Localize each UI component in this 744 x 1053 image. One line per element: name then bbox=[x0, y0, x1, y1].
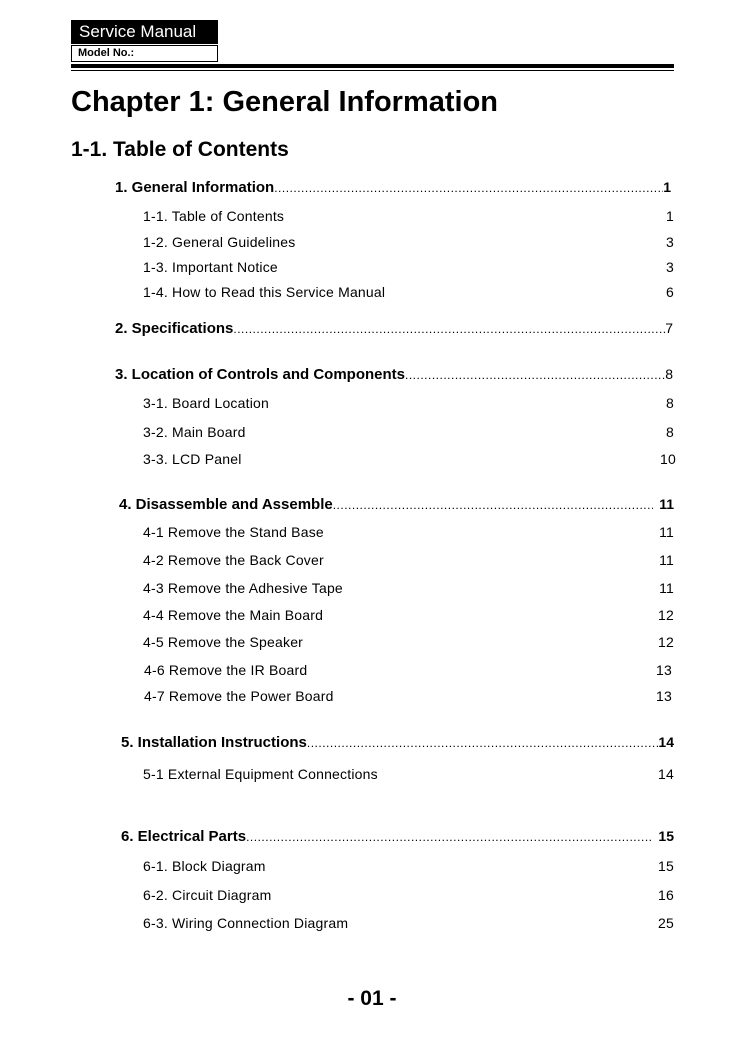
toc-entry-disassemble[interactable] bbox=[119, 496, 674, 513]
section-title: 1-1. Table of Contents bbox=[71, 138, 289, 161]
toc-entry-page: 13 bbox=[656, 662, 672, 678]
toc-entry-label: 3-2. Main Board bbox=[143, 424, 246, 440]
toc-entry-general-guidelines[interactable] bbox=[143, 234, 674, 250]
toc-entry-label: 1. General Information bbox=[115, 179, 275, 196]
toc-entry-main-board[interactable] bbox=[143, 424, 674, 440]
toc-entry-page: 11 bbox=[659, 552, 674, 568]
toc-entry-location-of-controls[interactable] bbox=[115, 366, 673, 383]
toc-entry-board-location[interactable] bbox=[143, 395, 674, 411]
toc-entry-remove-speaker[interactable] bbox=[143, 634, 674, 650]
toc-entry-label: 6-2. Circuit Diagram bbox=[143, 887, 272, 903]
toc-entry-label: 4. Disassemble and Assemble bbox=[119, 496, 333, 513]
toc-leader-dots bbox=[274, 181, 663, 195]
toc-entry-label: 1-2. General Guidelines bbox=[143, 234, 296, 250]
toc-entry-label: 3-1. Board Location bbox=[143, 395, 269, 411]
toc-entry-page: 8 bbox=[666, 424, 674, 440]
toc-leader-dots bbox=[405, 368, 665, 382]
toc-entry-label: 5. Installation Instructions bbox=[121, 734, 307, 751]
toc-entry-label: 3. Location of Controls and Components bbox=[115, 366, 405, 383]
toc-entry-page: 25 bbox=[658, 915, 674, 931]
model-number-box bbox=[71, 44, 218, 62]
toc-entry-label: 4-7 Remove the Power Board bbox=[144, 688, 334, 704]
toc-entry-lcd-panel[interactable] bbox=[143, 451, 676, 467]
toc-entry-important-notice[interactable] bbox=[143, 259, 674, 275]
toc-entry-external-equipment[interactable] bbox=[143, 766, 674, 782]
toc-entry-label: 4-3 Remove the Adhesive Tape bbox=[143, 580, 343, 596]
toc-entry-label: 4-1 Remove the Stand Base bbox=[143, 524, 324, 540]
toc-entry-page: 11 bbox=[659, 524, 674, 540]
header-rule-thin bbox=[71, 70, 674, 71]
toc-entry-page: 12 bbox=[658, 634, 674, 650]
toc-entry-label: 4-2 Remove the Back Cover bbox=[143, 552, 324, 568]
toc-entry-page: 15 bbox=[658, 828, 674, 844]
toc-entry-remove-power-board[interactable] bbox=[144, 688, 672, 704]
toc-entry-circuit-diagram[interactable] bbox=[143, 887, 674, 903]
toc-entry-page: 1 bbox=[663, 179, 671, 195]
toc-entry-table-of-contents[interactable] bbox=[143, 208, 674, 224]
toc-entry-remove-adhesive-tape[interactable] bbox=[143, 580, 674, 596]
toc-entry-page: 14 bbox=[658, 734, 674, 750]
toc-entry-electrical-parts[interactable] bbox=[121, 828, 674, 845]
service-manual-header bbox=[71, 20, 218, 62]
model-number-label: Model No.: bbox=[72, 46, 217, 61]
toc-entry-label: 1-1. Table of Contents bbox=[143, 208, 285, 224]
toc-leader-dots bbox=[246, 830, 652, 844]
toc-entry-label: 6-3. Wiring Connection Diagram bbox=[143, 915, 349, 931]
toc-entry-page: 6 bbox=[666, 284, 674, 300]
page-number: - 01 - bbox=[347, 987, 397, 1010]
header-title: Service Manual bbox=[71, 20, 218, 44]
toc-entry-general-information[interactable] bbox=[115, 179, 671, 196]
toc-entry-label: 4-4 Remove the Main Board bbox=[143, 607, 324, 623]
toc-entry-block-diagram[interactable] bbox=[143, 858, 674, 874]
toc-entry-remove-main-board[interactable] bbox=[143, 607, 674, 623]
toc-entry-page: 8 bbox=[666, 395, 674, 411]
toc-leader-dots bbox=[333, 498, 653, 512]
toc-entry-page: 3 bbox=[666, 259, 674, 275]
toc-entry-remove-ir-board[interactable] bbox=[144, 662, 672, 678]
toc-entry-page: 1 bbox=[666, 208, 674, 224]
toc-leader-dots bbox=[307, 736, 659, 750]
toc-entry-page: 11 bbox=[659, 580, 674, 596]
header-rule-thick bbox=[71, 64, 674, 68]
toc-entry-wiring-connection[interactable] bbox=[143, 915, 674, 931]
toc-entry-how-to-read[interactable] bbox=[143, 284, 674, 300]
toc-entry-label: 4-6 Remove the IR Board bbox=[144, 662, 308, 678]
toc-entry-label: 6. Electrical Parts bbox=[121, 828, 247, 845]
toc-leader-dots bbox=[233, 322, 665, 336]
toc-entry-label: 4-5 Remove the Speaker bbox=[143, 634, 304, 650]
toc-entry-remove-stand-base[interactable] bbox=[143, 524, 674, 540]
toc-entry-label: 1-4. How to Read this Service Manual bbox=[143, 284, 386, 300]
toc-entry-label: 6-1. Block Diagram bbox=[143, 858, 266, 874]
toc-entry-specifications[interactable] bbox=[115, 320, 673, 337]
toc-entry-page: 3 bbox=[666, 234, 674, 250]
toc-entry-page: 11 bbox=[659, 496, 674, 512]
toc-entry-label: 5-1 External Equipment Connections bbox=[143, 766, 378, 782]
toc-entry-label: 1-3. Important Notice bbox=[143, 259, 278, 275]
toc-entry-page: 16 bbox=[658, 887, 674, 903]
toc-entry-page: 10 bbox=[660, 451, 676, 467]
toc-entry-label: 3-3. LCD Panel bbox=[143, 451, 242, 467]
toc-entry-installation-instructions[interactable] bbox=[121, 734, 674, 751]
toc-entry-page: 8 bbox=[665, 366, 673, 382]
toc-entry-remove-back-cover[interactable] bbox=[143, 552, 674, 568]
toc-entry-page: 12 bbox=[658, 607, 674, 623]
chapter-title: Chapter 1: General Information bbox=[71, 86, 499, 118]
toc-entry-page: 15 bbox=[658, 858, 674, 874]
toc-entry-page: 7 bbox=[665, 320, 673, 336]
toc-entry-label: 2. Specifications bbox=[115, 320, 234, 337]
toc-entry-page: 13 bbox=[656, 688, 672, 704]
toc-entry-page: 14 bbox=[658, 766, 674, 782]
